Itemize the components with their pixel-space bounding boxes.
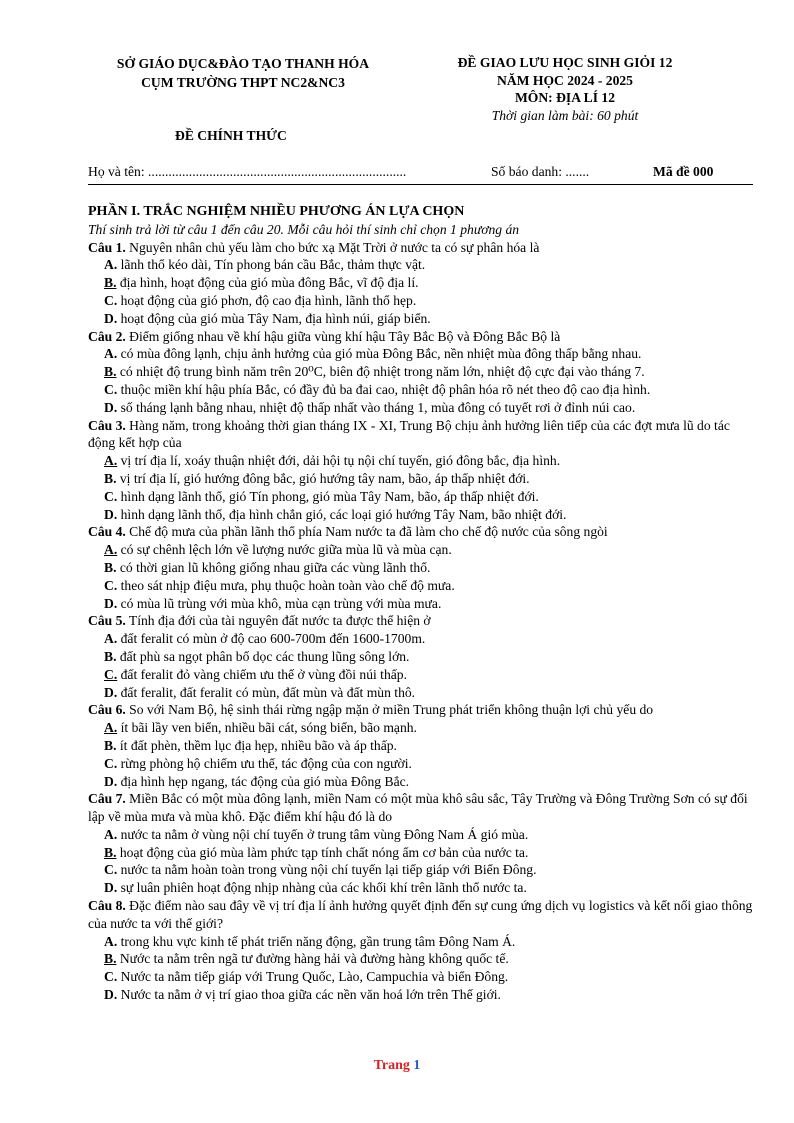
answer-option [88,844,758,862]
option-letter: A. [104,720,118,736]
page-label: Trang [373,1058,410,1073]
option-text: ít bãi lầy ven biển, nhiều bãi cát, sóng biển, bão mạnh. [117,720,417,736]
option-letter: D. [104,880,118,896]
option-text: vị trí địa lí, xoáy thuận nhiệt đới, dải hội tụ nội chí tuyến, gió đông bắc, địa hình. [117,453,561,469]
question-text: Chế độ mưa của phần lãnh thổ phía Nam nước ta đã làm cho chế độ nước của sông ngòi [125,524,608,540]
exam-title: ĐỀ GIAO LƯU HỌC SINH GIỎI 12 [457,55,673,70]
question-number: Câu 7. [88,791,126,807]
answer-option [88,861,758,879]
option-letter: C. [104,969,118,985]
option-letter: D. [104,773,118,789]
option-text: hình dạng lãnh thổ, gió Tín phong, gió mùa Tây Nam, bão, áp thấp nhiệt đới. [117,488,539,504]
option-text: vị trí địa lí, gió hướng đông bắc, gió hướng tây nam, bão, áp thấp nhiệt đới. [116,470,530,486]
answer-option [88,399,758,417]
option-text: ít đất phèn, thềm lục địa hẹp, nhiều bão và áp thấp. [116,737,397,753]
option-text: có mùa lũ trùng với mùa khô, mùa cạn trùng với mùa mưa. [117,595,442,611]
question-number: Câu 2. [88,328,126,344]
question-text: Đặc điểm nào sau đây về vị trí địa lí ảnh hưởng quyết định đến sự cung ứng dịch vụ logistics và kết nối giao thông của nước ta với thế giới? [88,898,753,931]
option-text: hoạt động của gió mùa làm phức tạp tính chất nóng ẩm cơ bản của nước ta. [116,844,529,860]
section-title: PHẦN I. TRẮC NGHIỆM NHIỀU PHƯƠNG ÁN LỰA CHỌN [88,204,465,219]
question-list [88,239,758,1004]
option-letter: B. [104,470,117,486]
answer-option [88,595,758,613]
question-stem [88,701,758,719]
answer-option [88,826,758,844]
answer-option [88,986,758,1004]
answer-option [88,488,758,506]
department-name: SỞ GIÁO DỤC&ĐÀO TẠO THANH HÓA [116,56,370,71]
answer-option [88,950,758,968]
option-letter: B. [104,737,117,753]
option-text: trong khu vực kinh tế phát triển năng động, gần trung tâm Đông Nam Á. [117,933,516,949]
question-text: So với Nam Bộ, hệ sinh thái rừng ngập mặn ở miền Trung phát triển không thuận lợi chủ yếu do [125,702,654,718]
question-item [88,612,758,701]
option-text: địa hình hẹp ngang, tác động của gió mùa Đông Bắc. [117,773,410,789]
option-text: Nước ta nằm ở vị trí giao thoa giữa các nền văn hoá lớn trên Thế giới. [117,987,501,1003]
page-number: 1 [413,1058,421,1073]
question-number: Câu 4. [88,524,126,540]
option-text: rừng phòng hộ chiếm ưu thế, tác động của con người. [117,755,412,771]
answer-option [88,506,758,524]
official-exam-label: ĐỀ CHÍNH THỨC [175,128,287,143]
option-letter: A. [104,542,118,558]
question-stem [88,790,758,826]
question-text: Điểm giống nhau về khí hậu giữa vùng khí hậu Tây Bắc Bộ và Đông Bắc Bộ là [125,328,561,344]
answer-option [88,719,758,737]
option-letter: A. [104,933,118,949]
answer-option [88,773,758,791]
question-number: Câu 8. [88,898,126,914]
question-stem [88,612,758,630]
option-letter: D. [104,310,118,326]
candidate-number-field: Số báo danh: ....... [491,164,590,179]
student-name-field: Họ và tên: ............................................................................ [88,164,407,179]
answer-option [88,630,758,648]
option-letter: C. [104,292,118,308]
question-stem [88,417,758,453]
answer-option [88,310,758,328]
option-text: hoạt động của gió mùa Tây Nam, địa hình núi, giáp biển. [117,310,431,326]
option-letter: A. [104,631,118,647]
option-letter: A. [104,257,118,273]
answer-option [88,968,758,986]
option-text: có nhiệt độ trung bình năm trên 20⁰C, biên độ nhiệt trong năm lớn, nhiệt độ cực đại vào tháng 7. [116,364,645,380]
answer-option [88,381,758,399]
option-text: nước ta nằm hoàn toàn trong vùng nội chí tuyến lại tiếp giáp với Biển Đông. [117,862,537,878]
option-text: nước ta nằm ở vùng nội chí tuyến ở trung tâm vùng Đông Nam Á gió mùa. [117,826,529,842]
option-text: có thời gian lũ không giống nhau giữa các vùng lãnh thổ. [116,559,431,575]
option-letter: B. [104,951,117,967]
answer-option [88,666,758,684]
option-text: lãnh thổ kéo dài, Tín phong bán cầu Bắc, thảm thực vật. [117,257,426,273]
option-letter: D. [104,506,118,522]
student-info-row [88,164,753,185]
option-letter: B. [104,559,117,575]
exam-content [88,203,758,1004]
option-letter: C. [104,577,118,593]
option-text: thuộc miền khí hậu phía Bắc, có đầy đủ ba đai cao, nhiệt độ phân hóa rõ nét theo độ cao địa hình. [117,381,651,397]
option-text: số tháng lạnh bằng nhau, nhiệt độ thấp nhất vào tháng 1, mùa đông có tuyết rơi ở đỉnh núi cao. [117,399,636,415]
answer-option [88,737,758,755]
question-stem [88,328,758,346]
option-text: đất feralit, đất feralit có mùn, đất mùn và đất mùn thô. [117,684,416,700]
exam-code: Mã đề 000 [653,164,714,179]
option-letter: C. [104,381,118,397]
school-header [88,54,398,92]
subject: MÔN: ĐỊA LÍ 12 [514,90,616,105]
answer-option [88,452,758,470]
answer-option [88,292,758,310]
option-letter: A. [104,346,118,362]
question-item [88,523,758,612]
question-item [88,897,758,1004]
page-footer [0,1058,794,1074]
school-year: NĂM HỌC 2024 - 2025 [497,72,633,88]
answer-option [88,648,758,666]
option-letter: B. [104,364,117,380]
option-letter: B. [104,648,117,664]
option-letter: D. [104,684,118,700]
option-text: đất phù sa ngọt phân bố dọc các thung lũng sông lớn. [116,648,410,664]
time-limit: Thời gian làm bài: 60 phút [491,107,639,123]
answer-option [88,559,758,577]
answer-option [88,541,758,559]
question-item [88,701,758,790]
option-text: có sự chênh lệch lớn về lượng nước giữa mùa lũ và mùa cạn. [117,542,452,558]
option-letter: B. [104,844,117,860]
option-letter: B. [104,275,117,291]
option-text: đất feralit đỏ vàng chiếm ưu thế ở vùng đồi núi thấp. [117,666,407,682]
answer-option [88,470,758,488]
answer-option [88,577,758,595]
question-text: Miền Bắc có một mùa đông lạnh, miền Nam có một mùa khô sâu sắc, Tây Trường và Đông Trường Sơn có sự đối lập về mùa mưa và mùa khô. Đặc điểm khí hậu đó là do [88,791,748,825]
option-text: theo sát nhịp điệu mưa, phụ thuộc hoàn toàn vào chế độ mưa. [117,577,455,593]
answer-option [88,274,758,292]
option-letter: D. [104,595,118,611]
question-item [88,790,758,897]
option-letter: C. [104,862,118,878]
school-cluster-name: CỤM TRƯỜNG THPT NC2&NC3 [141,75,345,90]
answer-option [88,879,758,897]
question-item [88,417,758,524]
question-number: Câu 5. [88,613,126,629]
option-text: Nước ta nằm trên ngã tư đường hàng hải và đường hàng không quốc tế. [116,951,509,967]
option-letter: D. [104,399,118,415]
question-item [88,239,758,328]
answer-option [88,933,758,951]
option-letter: C. [104,488,118,504]
option-text: sự luân phiên hoạt động nhịp nhàng của các khối khí trên lãnh thổ nước ta. [117,880,527,896]
exam-header [420,54,710,124]
question-text: Hàng năm, trong khoảng thời gian tháng IX - XI, Trung Bộ chịu ảnh hưởng liên tiếp của các đợt mưa lũ do tác động kết hợp của [88,417,730,451]
question-text: Nguyên nhân chủ yếu làm cho bức xạ Mặt Trời ở nước ta có sự phân hóa là [125,239,540,255]
question-number: Câu 1. [88,239,126,255]
option-letter: A. [104,453,118,469]
answer-option [88,684,758,702]
question-number: Câu 3. [88,417,126,433]
option-text: có mùa đông lạnh, chịu ảnh hưởng của gió mùa Đông Bắc, nền nhiệt mùa đông thấp bằng nhau. [117,346,642,362]
answer-option [88,256,758,274]
answer-option [88,345,758,363]
option-letter: D. [104,987,118,1003]
option-text: hoạt động của gió phơn, độ cao địa hình, lãnh thổ hẹp. [117,292,417,308]
section-instructions: Thí sinh trả lời từ câu 1 đến câu 20. Mỗi câu hỏi thí sinh chỉ chọn 1 phương án [88,221,520,237]
question-stem [88,523,758,541]
answer-option [88,363,758,381]
question-number: Câu 6. [88,702,126,718]
question-stem [88,239,758,257]
option-letter: C. [104,666,118,682]
option-letter: C. [104,755,118,771]
option-text: đất feralit có mùn ở độ cao 600-700m đến 1600-1700m. [117,631,426,647]
question-stem [88,897,758,933]
option-text: Nước ta nằm tiếp giáp với Trung Quốc, Lào, Campuchia và biển Đông. [117,969,509,985]
answer-option [88,755,758,773]
question-item [88,328,758,417]
question-text: Tính địa đới của tài nguyên đất nước ta được thể hiện ở [125,613,431,629]
option-text: địa hình, hoạt động của gió mùa đông Bắc, vĩ độ địa lí. [116,275,419,291]
option-letter: A. [104,826,118,842]
option-text: hình dạng lãnh thổ, địa hình chắn gió, các loại gió hướng Tây Nam, bão nhiệt đới. [117,506,567,522]
